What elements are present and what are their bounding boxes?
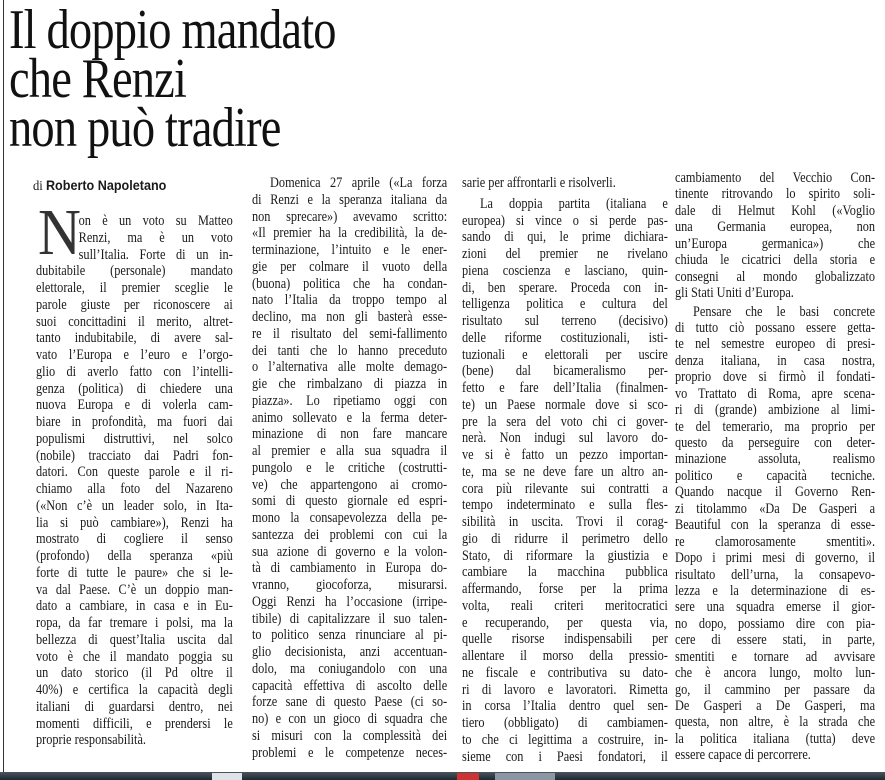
text-line: lia si può cambiare»), Renzi ha (36, 514, 233, 531)
text-line: o l’alternativa alle molte demago- (252, 359, 448, 376)
text-line: somi di questo giornale ed espri- (252, 493, 448, 510)
text-line: populismi distruttivi, nel solco (36, 430, 233, 447)
text-line: La doppia partita (italiana e (480, 195, 668, 212)
text-line: cambiare la macchina pubblica (462, 564, 668, 581)
text-line: un dato storico (il Pd oltre il (36, 665, 233, 682)
text-line: ve) che appartengono ai cromo- (252, 476, 448, 493)
text-line: (bene) dal bicameralismo per- (462, 363, 668, 380)
text-line: Oggi Renzi ha l’occasione (irripe- (252, 593, 448, 610)
text-line: affermando, forse per la prima (462, 581, 668, 597)
text-line: un’Europa germanica») che (675, 235, 876, 252)
drop-cap: N (38, 196, 81, 269)
text-line: gli Stati Uniti d’Europa. (675, 285, 794, 302)
text-line: la politica italiana (tutta) deve (675, 730, 876, 747)
text-line: tinente ritrovando lo spirito soli- (675, 186, 876, 203)
text-line: essere capace di percorrere. (675, 747, 811, 764)
text-line: (nobile) tracciato dai Padri fon- (36, 447, 233, 464)
text-line: te del temerario, ma proprio per (675, 418, 876, 435)
text-line: to politico senza rinunciare al pi- (252, 627, 448, 644)
text-line: nuova Europa e di volerla cam- (36, 397, 233, 414)
taskbar-button[interactable] (212, 773, 242, 780)
text-line: glio di averlo fatto con l’intelli- (36, 363, 233, 380)
text-line: sibilità in uscita. Trovi il corag- (462, 514, 668, 530)
text-line: chiamo alla foto del Nazareno (36, 481, 233, 497)
text-line: (buona) politica che ha condan- (252, 275, 448, 292)
article-column-2 (252, 175, 447, 761)
text-line: momenti difficili, e prendersi le (36, 715, 233, 732)
text-line: biare in profondità, ma fuori dai (36, 414, 233, 430)
text-line: gio di ridurre il perimetro dello (462, 530, 668, 547)
text-line: tuzionali e elettorali per uscire (462, 346, 668, 363)
text-line: terminazione, l’intuito e le ener- (252, 242, 448, 258)
text-line: go, il cammino per passare da (675, 681, 876, 698)
text-line: dale di Helmut Kohl («Voglio (675, 202, 876, 219)
author-name: Roberto Napoletano (45, 177, 167, 193)
taskbar-button[interactable] (495, 773, 555, 780)
taskbar-button[interactable] (457, 773, 479, 780)
byline-prefix: di (33, 179, 43, 194)
text-line: bellezza di quest’Italia uscita dal (36, 631, 233, 648)
text-line: che è ancora lungo, molto lun- (675, 665, 876, 682)
text-line: e recuperando, per questa via, (462, 614, 668, 631)
text-line: nerà. Non indugi sul lavoro do- (462, 430, 668, 447)
text-line: piena coscienza e lasciano, quin- (462, 262, 668, 279)
text-line: voto è che il mandato poggia su (36, 648, 233, 665)
text-line: capacità effettiva di ascolto delle (252, 677, 448, 694)
text-line: di Renzi e la speranza italiana da (252, 191, 448, 208)
text-line: minazione assoluta, realismo (675, 451, 876, 468)
text-line: proprio dove si firmò il fondati- (675, 369, 876, 386)
text-line: sarie per affrontarli e risolverli. (462, 175, 616, 191)
text-line: Stato, di riformare la giustizia e (462, 547, 668, 564)
text-line: (profondo) della speranza «più (36, 548, 233, 564)
text-line: zioni del premier ne rivelano (462, 246, 668, 262)
text-line: ne fiscale e contributiva su dato- (462, 664, 668, 681)
text-line: vato l’Europa e l’euro e l’orgo- (36, 347, 233, 363)
text-line: no) e con un gioco di squadra che (252, 711, 448, 727)
text-line: europea) si vince o si perde pas- (462, 212, 668, 229)
text-line: tibile) di capitalizzare il suo talen- (252, 610, 448, 627)
text-line: questa, non altre, è la strada che (675, 714, 876, 731)
text-line: consegni al mondo globalizzato (675, 268, 876, 285)
text-line: sando di qui, le prime dichiara- (462, 229, 668, 246)
text-line: dolo, ma coniugandolo con una (252, 660, 448, 677)
text-line: Quando nacque il Governo Ren- (675, 484, 876, 501)
text-line: questo da perseguire con deter- (675, 435, 876, 451)
text-line: suoi concittadini il merito, altret- (36, 313, 233, 330)
text-line: santezza dei problemi con cui la (252, 526, 448, 543)
text-line: telligenza politica e cultura del (462, 296, 668, 313)
text-line: cambiamento del Vecchio Con- (675, 170, 876, 186)
text-line: te, ma se ne deve fare un altro an- (462, 463, 668, 480)
text-line: forte di tutte le paure» che si le- (36, 564, 233, 581)
headline-line: Il doppio mandato (9, 0, 336, 61)
text-line: in corsa l’Italia dentro quel sen- (462, 698, 668, 715)
text-line: De Gasperi a De Gasperi, ma (675, 698, 876, 714)
text-line: dei tanti che lo hanno preceduto (252, 342, 448, 359)
text-line: dato a cambiare, in casa e in Eu- (36, 598, 233, 615)
text-line: politico e capacità tecniche. (675, 467, 876, 484)
text-line: piazza». Lo ripetiamo oggi con (252, 392, 448, 409)
text-line: te) un Paese normale dove si sco- (462, 396, 668, 413)
text-line: non sprecare») avevamo scritto: (252, 208, 448, 225)
text-line: re il risultato del semi-fallimento (252, 325, 448, 342)
article-column-3 (462, 175, 668, 765)
article-column-4 (675, 170, 875, 764)
text-line: vo Trattato di Roma, apre scena- (675, 385, 876, 402)
article-column-1 (36, 213, 233, 749)
text-line: di, ben sperare. Proceda con in- (462, 279, 668, 296)
text-line: ropa, da far tremare i polsi, ma la (36, 615, 233, 631)
clipping-border (3, 0, 4, 772)
text-line: sere una squadra emerse il gior- (675, 599, 876, 616)
text-line: una Germania europea, non (675, 219, 876, 236)
headline-line: non può tradire (9, 97, 281, 159)
text-line: declino, ma non gli basterà esse- (252, 309, 448, 325)
text-line: elettorale, il premier sceglie le (36, 280, 233, 296)
text-line: re clamorosamente smentiti». (675, 533, 876, 550)
text-line: Dopo i primi mesi di governo, il (675, 550, 876, 567)
text-line: forze sane di questo Paese (ci so- (252, 694, 448, 711)
text-line: parole giuste per riconoscere ai (36, 296, 233, 313)
text-line: 40%) e certifica la capacità degli (36, 682, 233, 698)
text-line: te nel semestre europeo di presi- (675, 336, 876, 353)
text-line: («Non c’è un leader solo, in Ita- (36, 497, 233, 514)
text-line: datori. Con queste parole e il ri- (36, 464, 233, 481)
text-line: gie che rimbalzano di piazza in (252, 376, 448, 392)
text-line: Beautiful con la speranza di esse- (675, 517, 876, 534)
text-line: pre la sera del voto chi ci gover- (462, 413, 668, 430)
text-line: animo sollevato e la ferma deter- (252, 409, 448, 426)
text-line: nato l’Italia da troppo tempo al (252, 292, 448, 309)
text-line: risultato sul terreno (decisivo) (462, 313, 668, 329)
text-line: smentiti e tornare ad avvisare (675, 648, 876, 665)
text-line: sieme con i Paesi fondatori, il (462, 748, 668, 765)
text-line: «Il premier ha la credibilità, la de- (252, 225, 448, 242)
text-line: problemi e le competenze neces- (252, 744, 448, 761)
text-line: to che ci legittima a costruire, in- (462, 731, 668, 748)
text-line: chiuda le cicatrici della storia e (675, 252, 876, 269)
text-line: glio decisionista, anzi accentuan- (252, 644, 448, 660)
text-line: dubitabile (personale) mandato (36, 263, 233, 280)
text-line: gie per colmare il vuoto della (252, 258, 448, 275)
text-line: sull’Italia. Forte di un in- (78, 246, 233, 263)
text-line: on è un voto su Matteo (78, 213, 233, 229)
text-line: quelle risorse indispensabili per (462, 631, 668, 648)
text-line: proprie responsabilità. (36, 732, 146, 749)
text-line: italiani di guardarsi dentro, nei (36, 698, 233, 715)
text-line: mono la consapevolezza della pe- (252, 510, 448, 526)
text-line: mostrato di cogliere il senso (36, 531, 233, 548)
text-line: ve si è fatto un pezzo importan- (462, 447, 668, 463)
text-line: sua azione di governo e la volon- (252, 543, 448, 560)
text-line: volta, reali criteri meritocratici (462, 597, 668, 614)
text-line: di tutto ciò possano essere getta- (675, 319, 876, 336)
text-line: delle riforme costituzionali, isti- (462, 329, 668, 346)
text-line: lezza e la determinazione di es- (675, 582, 876, 599)
text-line: ri di lavoro e lavoratori. Rimetta (462, 681, 668, 698)
text-line: tempo indeterminato e sulla fles- (462, 497, 668, 514)
text-line: fetto e fare dell’Italia (finalmen- (462, 380, 668, 396)
text-line: al premier e alla sua squadra il (252, 443, 448, 459)
headline (9, 0, 336, 159)
text-line: va dal Paese. C’è un doppio man- (36, 581, 233, 598)
text-line: genza (politica) di chiedere una (36, 380, 233, 397)
text-line: si misuri con la complessità dei (252, 727, 448, 744)
text-line: no dopo, possiamo dire con pia- (675, 615, 876, 632)
text-line: minazione di non fare mancare (252, 426, 448, 443)
taskbar (0, 772, 885, 780)
text-line: cere di essere stati, in parte, (675, 632, 876, 649)
text-line: pungolo e le critiche (costrutti- (252, 459, 448, 476)
text-line: ri di (grande) ambizione al limi- (675, 402, 876, 419)
text-line: risultato dell’urna, la consapevo- (675, 566, 876, 583)
byline (33, 176, 166, 196)
text-line: allentare il morso della pressio- (462, 648, 668, 664)
text-line: tiero (obbligato) di cambiamen- (462, 715, 668, 731)
headline-line: che Renzi (9, 48, 187, 110)
text-line: Renzi, ma è un voto (78, 229, 233, 246)
text-line: tà di cambiamento in Europa do- (252, 560, 448, 577)
text-line: denza italiana, in casa nostra, (675, 352, 876, 369)
text-line: cora più rilevante sui contratti a (462, 480, 668, 497)
text-line: Pensare che le basi concrete (693, 303, 876, 320)
text-line: zi titolammo «Da De Gasperi a (675, 500, 876, 517)
text-line: tanto indubitabile, di avere sal- (36, 330, 233, 347)
text-line: Domenica 27 aprile («La forza (270, 175, 448, 191)
text-line: vranno, giocoforza, misurarsi. (252, 577, 448, 593)
